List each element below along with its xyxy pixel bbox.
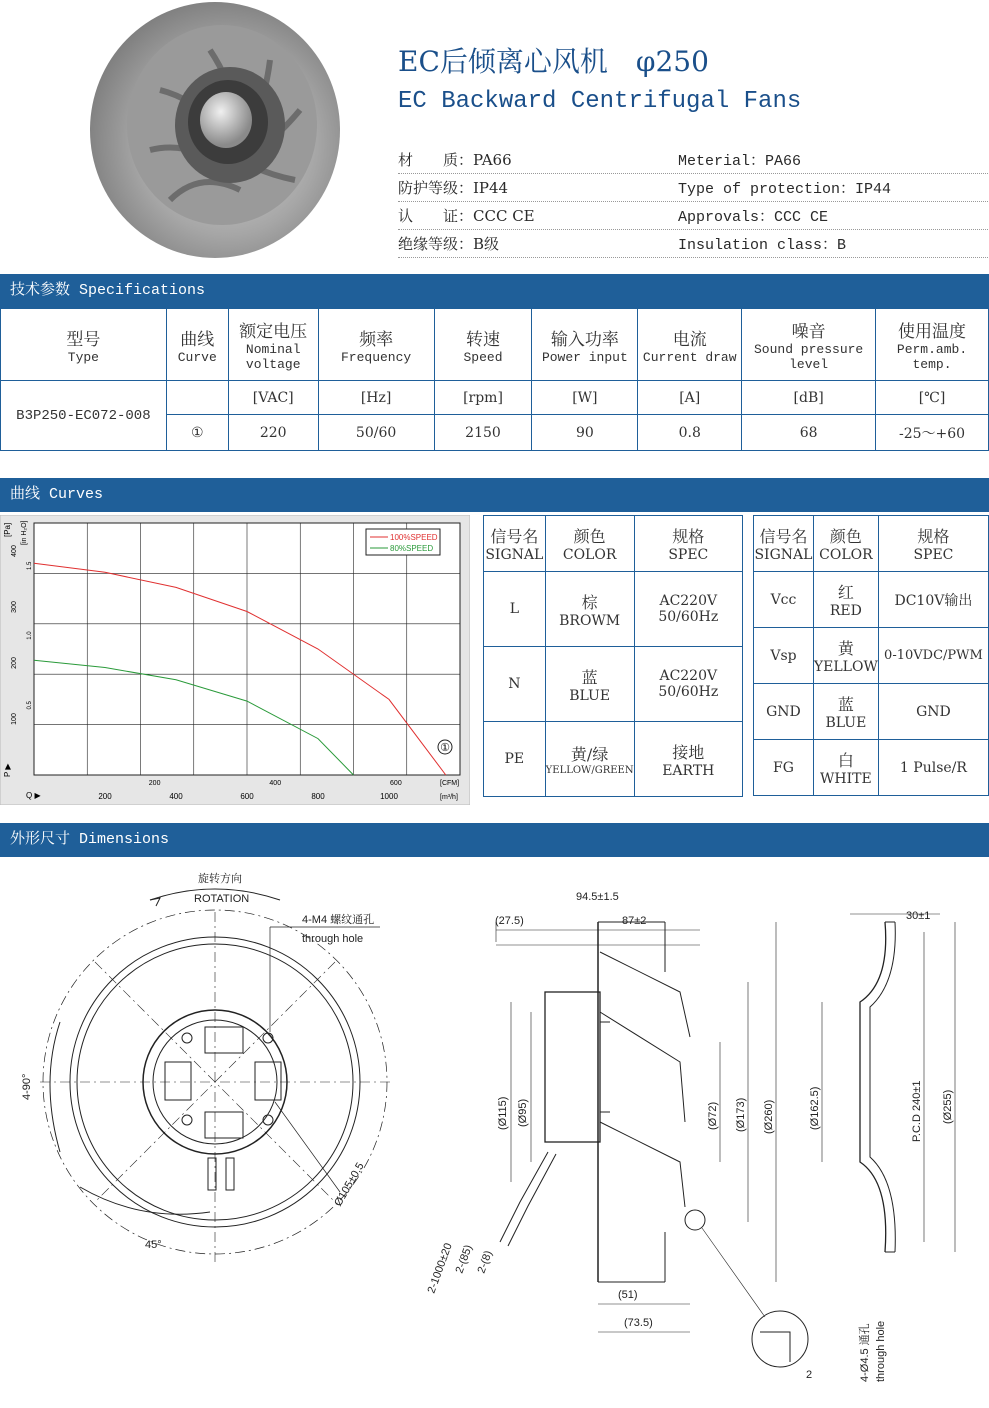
signal-color xyxy=(545,572,634,647)
spec-value: -25～+60 xyxy=(876,415,989,451)
y-tick-label: 200 xyxy=(11,657,18,669)
header-cn: 规格 xyxy=(672,527,705,546)
spec-line2: 50/60Hz xyxy=(658,609,719,625)
dim-162-label: (Ø162.5) xyxy=(809,1086,821,1130)
title-en: EC Backward Centrifugal Fans xyxy=(398,88,802,115)
color-cn: 蓝 xyxy=(581,667,598,687)
header-cn: 颜色 xyxy=(573,527,606,546)
x-tick-label: 200 xyxy=(98,792,112,801)
dia-105-label: Ø105±0.5 xyxy=(332,1160,367,1209)
spec-header-cell xyxy=(228,309,318,381)
signal-row xyxy=(754,572,989,628)
color-en: YELLOW/GREEN xyxy=(545,765,634,776)
header-en: Frequency xyxy=(341,349,412,365)
ring-hole-en: through hole xyxy=(875,1320,887,1382)
header-cn: 曲线 xyxy=(180,329,215,350)
property-en: Approvals：CCC CE xyxy=(678,209,829,226)
signal-header-cell xyxy=(813,516,878,572)
property-cn: 材 质：PA66 xyxy=(398,151,512,169)
property-row xyxy=(398,230,988,258)
dim-51-label: (51) xyxy=(618,1289,638,1301)
dim-72-label: (Ø72) xyxy=(707,1101,719,1130)
side-motor xyxy=(545,992,600,1142)
spec-value: 220 xyxy=(228,415,318,451)
x-axis-secondary-label: [CFM] xyxy=(440,780,460,787)
header-cn: 额定电压 xyxy=(239,322,308,342)
dim-260-label: (Ø260) xyxy=(763,1099,775,1134)
spec-line2: 50/60Hz xyxy=(658,684,719,700)
signal-header-row xyxy=(484,516,743,572)
spec-unit: [W] xyxy=(532,381,638,415)
header-en: SPEC xyxy=(913,547,954,563)
mount-hole xyxy=(182,1115,192,1125)
header-en: Type xyxy=(67,349,99,365)
signal-table-right xyxy=(753,515,989,796)
color-en: YELLOW xyxy=(813,659,878,675)
header-en: Speed xyxy=(463,349,503,365)
header-cn: 规格 xyxy=(917,527,950,546)
spec-unit: [rpm] xyxy=(434,381,532,415)
signal-spec: 0-10VDC/PWM xyxy=(878,628,988,684)
y-secondary-tick-label: 0.5 xyxy=(27,701,33,710)
signal-row xyxy=(754,684,989,740)
header-en: Sound pressure level xyxy=(754,342,864,372)
signal-spec: DC10V输出 xyxy=(878,572,988,628)
header-en: COLOR xyxy=(819,547,873,563)
header-en: SPEC xyxy=(668,547,709,563)
color-en: BROWM xyxy=(559,612,621,629)
y-tick-label: 100 xyxy=(11,713,18,725)
dim-73-label: (73.5) xyxy=(624,1317,653,1329)
signal-table-left xyxy=(483,515,743,797)
spec-header-cell xyxy=(434,309,532,381)
property-row xyxy=(398,174,988,202)
dim-115-label: (Ø115) xyxy=(497,1096,509,1130)
cable-gland xyxy=(226,1158,234,1190)
spec-value: 2150 xyxy=(434,415,532,451)
color-en: BLUE xyxy=(825,715,867,731)
property-cn: 绝缘等级：B级 xyxy=(398,235,500,253)
color-en: BLUE xyxy=(569,687,611,704)
header-cn: 颜色 xyxy=(829,527,862,546)
detail-marker xyxy=(685,1210,705,1230)
y-secondary-tick-label: 1.5 xyxy=(27,561,33,571)
spec-value: 68 xyxy=(742,415,876,451)
color-en: RED xyxy=(829,603,862,619)
signal-spec: GND xyxy=(878,684,988,740)
header-en: COLOR xyxy=(562,547,617,563)
signal-name: L xyxy=(484,572,546,647)
spec-model: B3P250-EC072-008 xyxy=(1,381,167,451)
dim-94-label: 94.5±1.5 xyxy=(576,891,619,903)
property-row xyxy=(398,146,988,174)
header-cn: 频率 xyxy=(359,329,394,350)
signal-color xyxy=(813,628,878,684)
spec-unit: [A] xyxy=(638,381,742,415)
header-cn: 信号名 xyxy=(490,527,539,546)
x-tick-label: 1000 xyxy=(380,792,398,801)
title-cn: EC后倾离心风机 φ250 xyxy=(398,45,709,78)
spec-header-cell xyxy=(532,309,638,381)
signal-spec xyxy=(634,572,742,647)
signal-color xyxy=(813,684,878,740)
spec-header-cell xyxy=(638,309,742,381)
x-secondary-tick-label: 200 xyxy=(148,780,161,787)
x-axis-letter: Q ▶ xyxy=(26,791,41,800)
rotation-arrowhead xyxy=(150,898,160,906)
signal-spec xyxy=(634,722,742,797)
header-en: Nominal voltage xyxy=(245,342,301,372)
spec-unit: [Hz] xyxy=(318,381,434,415)
header-en: SIGNAL xyxy=(485,547,544,563)
dimension-drawings xyxy=(0,862,989,1408)
color-cn: 蓝 xyxy=(837,695,854,714)
y-axis-secondary-label: [in H₂O] xyxy=(21,520,28,545)
signal-color xyxy=(813,572,878,628)
property-row xyxy=(398,202,988,230)
property-en: Type of protection：IP44 xyxy=(678,181,892,198)
dim-87-label: 87±2 xyxy=(622,915,647,927)
angle-90-label: 4-90° xyxy=(21,1073,33,1100)
signal-row xyxy=(484,647,743,722)
x-tick-label: 800 xyxy=(311,792,325,801)
angle-45-label: 45° xyxy=(145,1239,162,1251)
spec-unit: [℃] xyxy=(876,381,989,415)
color-cn: 黄/绿 xyxy=(570,745,609,764)
curve-marker-label: ① xyxy=(440,741,450,754)
signal-name: GND xyxy=(754,684,814,740)
rotation-en: ROTATION xyxy=(194,893,250,905)
spec-unit: [dB] xyxy=(742,381,876,415)
side-cable xyxy=(500,1152,548,1242)
y-tick-label: 400 xyxy=(11,545,18,557)
y-axis-letter: P ▶ xyxy=(3,763,12,777)
x-axis-label: [m³/h] xyxy=(440,794,458,801)
side-cable-2 xyxy=(508,1154,556,1246)
hole-cn: 4-M4 螺纹通孔 xyxy=(302,914,375,926)
spec-value: 50/60 xyxy=(318,415,434,451)
curves-header: 曲线 Curves xyxy=(0,478,989,512)
signal-header-cell xyxy=(878,516,988,572)
signal-color xyxy=(813,740,878,796)
specifications-header: 技术参数 Specifications xyxy=(0,274,989,308)
spec-header-cell xyxy=(742,309,876,381)
fan-product-photo xyxy=(80,0,340,262)
spec-header-cell xyxy=(318,309,434,381)
color-cn: 棕 xyxy=(581,592,598,612)
hole-en: through hole xyxy=(302,933,364,945)
header-en: Curve xyxy=(177,349,217,365)
x-secondary-tick-label: 400 xyxy=(269,780,282,787)
mount-hole xyxy=(182,1033,192,1043)
spec-header-row xyxy=(1,309,989,381)
spec-line1: AC220V xyxy=(659,668,718,684)
spec-line1: AC220V xyxy=(659,593,718,609)
signal-name: PE xyxy=(484,722,546,797)
legend-label-100: 100%SPEED xyxy=(390,533,438,542)
property-cn: 认 证：CCC CE xyxy=(398,207,535,225)
color-cn: 红 xyxy=(837,583,854,602)
signal-row xyxy=(754,628,989,684)
property-cn: 防护等级：IP44 xyxy=(398,179,509,197)
header-en: Current draw xyxy=(642,349,737,365)
spec-unit-row xyxy=(1,381,989,415)
header-cn: 信号名 xyxy=(759,527,808,546)
signal-header-row xyxy=(754,516,989,572)
spec-header-cell xyxy=(876,309,989,381)
signal-spec: 1 Pulse/R xyxy=(878,740,988,796)
ring-hole-cn: 4-Ø4.5 通孔 xyxy=(859,1323,871,1382)
signal-header-cell xyxy=(545,516,634,572)
x-tick-label: 600 xyxy=(240,792,254,801)
legend-label-80: 80%SPEED xyxy=(390,544,434,553)
signal-header-cell xyxy=(634,516,742,572)
dim-173-label: (Ø173) xyxy=(735,1097,747,1132)
header-cn: 噪音 xyxy=(791,322,826,342)
y-axis-label: [Pa] xyxy=(3,522,12,537)
signal-name: N xyxy=(484,647,546,722)
signal-spec xyxy=(634,647,742,722)
signal-row xyxy=(484,572,743,647)
properties-list xyxy=(398,146,988,258)
header-en: Power input xyxy=(541,349,628,365)
detail-profile xyxy=(760,1332,790,1362)
dim-95-label: (Ø95) xyxy=(517,1098,529,1127)
color-cn: 白 xyxy=(837,751,854,770)
spec-line1: 接地 xyxy=(672,742,705,762)
color-cn: 黄 xyxy=(837,639,854,658)
x-tick-label: 400 xyxy=(169,792,183,801)
dia-leader xyxy=(275,1102,340,1192)
spec-unit: [VAC] xyxy=(228,381,318,415)
side-blades xyxy=(600,952,690,1207)
y-secondary-tick-label: 1.0 xyxy=(27,631,33,640)
signal-header-cell xyxy=(754,516,814,572)
dim-pcd-label: P.C.D 240±1 xyxy=(911,1080,923,1142)
vent-block xyxy=(165,1062,191,1100)
spec-unit-empty xyxy=(166,381,228,415)
signal-name: FG xyxy=(754,740,814,796)
spec-value: 90 xyxy=(532,415,638,451)
rotation-cn: 旋转方向 xyxy=(198,873,242,885)
detail-2-label: 2 xyxy=(806,1369,813,1381)
dim-27-label: (27.5) xyxy=(495,915,524,927)
header-cn: 转速 xyxy=(466,329,500,350)
header-cn: 输入功率 xyxy=(550,329,619,350)
header-cn: 型号 xyxy=(66,329,101,350)
cable-3-label: 2-(8) xyxy=(475,1249,495,1276)
signal-header-cell xyxy=(484,516,546,572)
detail-circle xyxy=(752,1311,808,1367)
spec-table xyxy=(0,308,989,451)
signal-name: Vsp xyxy=(754,628,814,684)
signal-color xyxy=(545,722,634,797)
header-cn: 电流 xyxy=(672,329,707,350)
performance-chart xyxy=(0,515,470,805)
header-en: Perm.amb. temp. xyxy=(896,342,968,372)
detail-leader xyxy=(702,1228,765,1317)
spec-header-cell xyxy=(1,309,167,381)
spec-value: ① xyxy=(166,415,228,451)
cable-2-label: 2-(85) xyxy=(453,1243,475,1276)
property-en: Insulation class：B xyxy=(678,237,847,254)
spec-value: 0.8 xyxy=(638,415,742,451)
spec-header-cell xyxy=(166,309,228,381)
cable-1-label: 2-1000±20 xyxy=(425,1241,455,1296)
vent-block xyxy=(205,1112,243,1138)
signal-name: Vcc xyxy=(754,572,814,628)
x-secondary-tick-label: 600 xyxy=(390,780,402,787)
signal-row xyxy=(754,740,989,796)
ring-profile-outer xyxy=(860,922,886,1252)
dim-255-label: (Ø255) xyxy=(942,1089,954,1124)
spec-line2: EARTH xyxy=(662,762,715,779)
signal-color xyxy=(545,647,634,722)
header-en: SIGNAL xyxy=(754,547,813,563)
vent-block xyxy=(205,1027,243,1053)
dim-30-label: 30±1 xyxy=(906,910,931,922)
header-cn: 使用温度 xyxy=(898,322,967,342)
dimensions-header: 外形尺寸 Dimensions xyxy=(0,823,989,857)
color-en: WHITE xyxy=(820,771,872,787)
property-en: Meterial：PA66 xyxy=(678,153,802,170)
angle-arc-90 xyxy=(50,1022,60,1152)
y-tick-label: 300 xyxy=(11,601,18,613)
signal-row xyxy=(484,722,743,797)
